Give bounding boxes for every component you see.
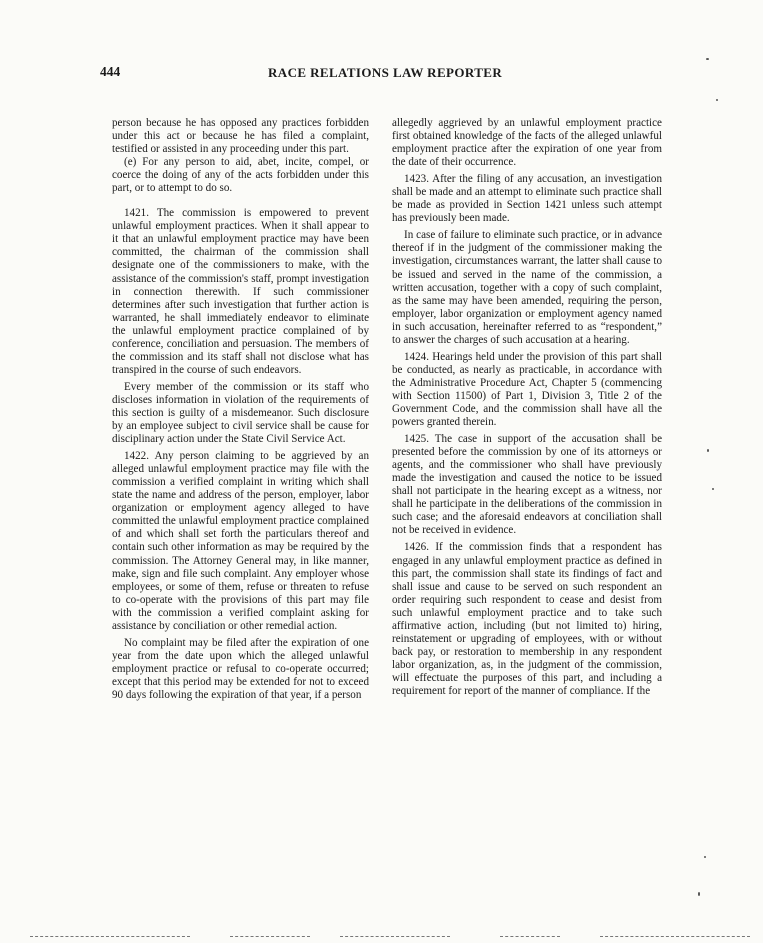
right-column (392, 117, 662, 698)
section-1425: 1425. The case in support of the accusation shall be presented before the commission by one of its attorneys or agents, and the commissioner who shall have previously made the investigation and caused the notice to be issued shall not participate in the hearing except as a witness, nor shall he participate in the deliberations of the commission in such case; and the aforesaid endeavors at conciliation shall not be received in evidence. (392, 433, 662, 537)
scan-speck (707, 449, 709, 452)
paragraph: Every member of the commission or its staff who discloses information in violation of the requirements of this section is guilty of a misdemeanor. Such disclosure by an employee subject to civil service shall be cause for disciplinary action under the State Civil Service Act. (112, 380, 369, 446)
paragraph: allegedly aggrieved by an unlawful employment practice first obtained knowledge of the facts of the alleged unlawful employment practice after the expiration of one year from the date of their occurrence. (392, 117, 662, 169)
section-1426: 1426. If the commission finds that a respondent has engaged in any unlawful employment practice as defined in this part, the commission shall state its findings of fact and shall issue and cause to be served on such respondent an order requiring such respondent to cease and desist from such unlawful employment practice and to take such affirmative action, including (but not limited to) hiring, reinstatement or upgrading of employees, with or without back pay, or restoration to membership in any respondent labor organization, as, in the judgment of the commission, will effectuate the purposes of this part, and including a requirement for report of the manner of compliance. If the (392, 541, 662, 697)
footer-rule (230, 936, 310, 937)
left-column (112, 117, 369, 702)
footer-rule (600, 936, 750, 937)
scan-speck (716, 99, 718, 101)
scan-speck (698, 892, 700, 896)
paragraph: No complaint may be filed after the expiration of one year from the date upon which the alleged unlawful employment practice or refusal to co-operate occurred; except that this period may be extended for not to exceed 90 days following the expiration of that year, if a person (112, 636, 369, 701)
scan-speck (712, 488, 714, 490)
running-head: RACE RELATIONS LAW REPORTER (268, 65, 503, 80)
footer-rule (340, 936, 450, 937)
page-number: 444 (100, 64, 121, 79)
section-1424: 1424. Hearings held under the provision of this part shall be conducted, as nearly as practicable, in accordance with the Administrative Procedure Act, Chapter 5 (commencing with Section 11500) of Part 1, Division 3, Title 2 of the Government Code, and the commission shall have all the powers granted therein. (392, 350, 662, 429)
section-1423: 1423. After the filing of any accusation, an investigation shall be made and an attempt to eliminate such practice shall be made as provided in Section 1421 unless such attempt has previously been made. (392, 173, 662, 225)
paragraph: person because he has opposed any practices forbidden under this act or because he has filed a complaint, testified or assisted in any proceeding under this part. (112, 117, 369, 156)
footer-rule (30, 936, 190, 937)
scan-speck (704, 856, 706, 858)
section-1422: 1422. Any person claiming to be aggrieved by an alleged unlawful employment practice may file with the commission a verified complaint in writing which shall state the name and address of the person, employer, labor organization or employment agency alleged to have committed the unlawful employment practice complained of and which shall set forth the particulars thereof and contain such other information as may be required by the commission. The Attorney General may, in like manner, make, sign and file such complaint. Any employer whose employees, or some of them, refuse or threaten to refuse to co-operate with the provisions of this part may file with the commission a verified complaint asking for assistance by conciliation or other remedial action. (112, 450, 369, 632)
paragraph: (e) For any person to aid, abet, incite, compel, or coerce the doing of any of the acts forbidden under this part, or to attempt to do so. (112, 156, 369, 195)
scan-speck (706, 58, 709, 60)
footer-rule (500, 936, 560, 937)
paragraph: In case of failure to eliminate such practice, or in advance thereof if in the judgment of the commissioner making the investigation, circumstances warrant, the latter shall cause to be issued and served in the name of the commission, a written accusation, together with a copy of such complaint, as the same may have been amended, requiring the person, employer, labor organization or employment agency named in such accusation, hereinafter referred to as “respondent,” to answer the charges of such accusation at a hearing. (392, 229, 662, 346)
section-1421: 1421. The commission is empowered to prevent unlawful employment practices. When it shall appear to it that an unlawful employment practice may have been committed, the chairman of the commission shall designate one of the commissioners to make, with the assistance of the commission's staff, prompt investigation in connection therewith. If such commissioner determines after such investigation that further action is warranted, he shall immediately endeavor to eliminate the unlawful employment practice complained of by conference, conciliation and persuasion. The members of the commission and its staff shall not disclose what has transpired in the course of such endeavors. (112, 207, 369, 376)
